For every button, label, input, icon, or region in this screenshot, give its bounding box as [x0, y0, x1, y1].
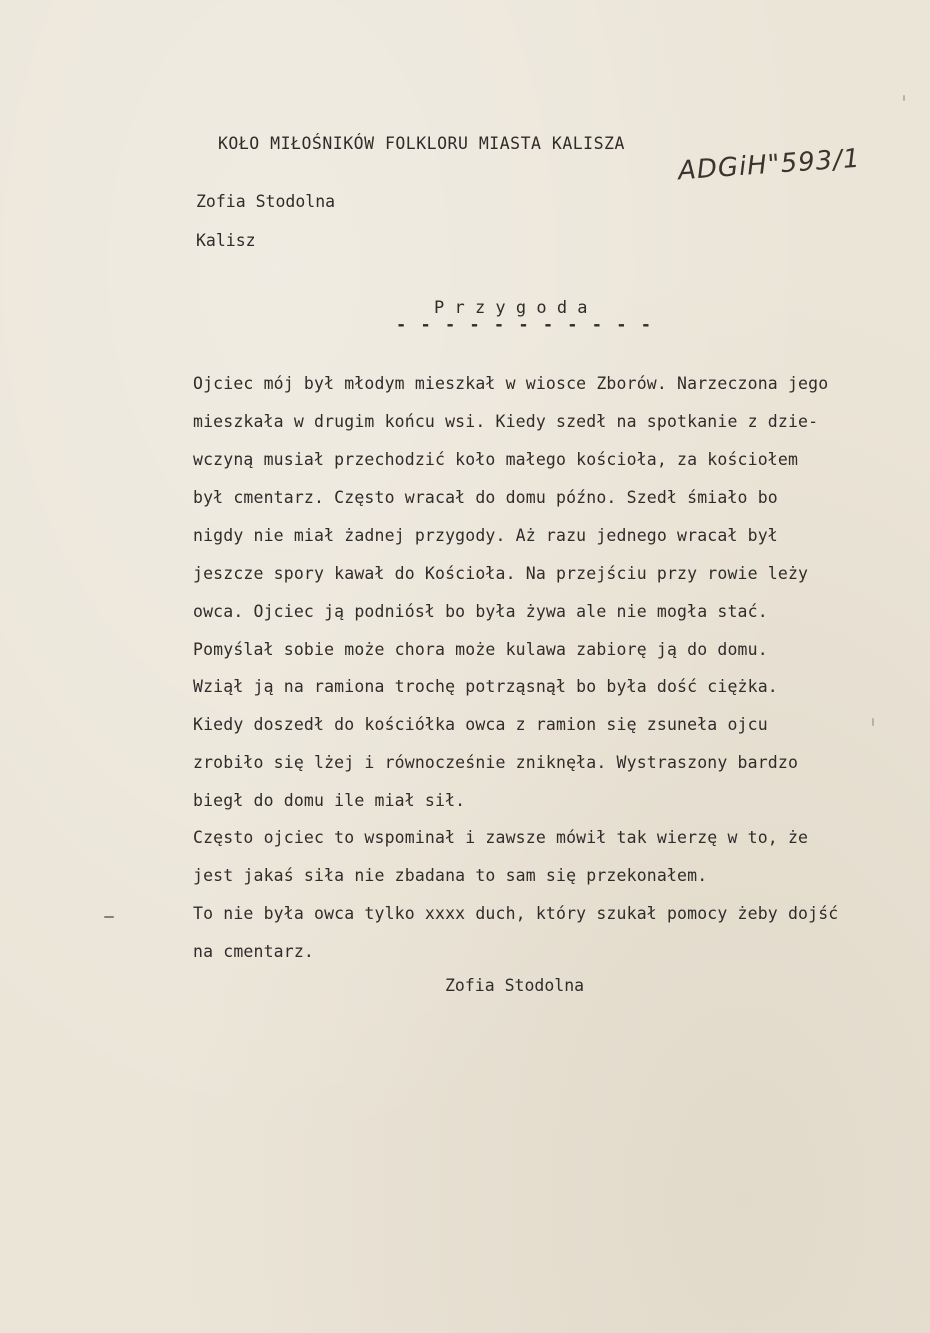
handwritten-archive-annotation — [677, 143, 862, 220]
body-line: na cmentarz. — [193, 942, 315, 961]
body-line: był cmentarz. Często wracał do domu późno. Szedł śmiało bo — [193, 488, 778, 507]
body-line: Ojciec mój był młodym mieszkał w wiosce Zborów. Narzeczona jego — [193, 374, 829, 393]
story-title: P r z y g o d a — [434, 298, 588, 318]
paper-mark — [104, 916, 114, 918]
body-line: To nie była owca tylko xxxx duch, który szukał pomocy żeby dojść — [193, 904, 839, 923]
body-line: jest jakaś siła nie zbadana to sam się przekonałem. — [193, 866, 708, 885]
author-name: Zofia Stodolna — [196, 192, 336, 211]
author-city: Kalisz — [196, 231, 256, 250]
body-line: biegł do domu ile miał sił. — [193, 791, 466, 810]
body-line: Wziął ją na ramiona trochę potrząsnął bo była dość ciężka. — [193, 677, 778, 696]
body-line: wczyną musiał przechodzić koło małego kościoła, za kościołem — [193, 450, 799, 469]
body-line: mieszkała w drugim końcu wsi. Kiedy szedł na spotkanie z dzie- — [193, 412, 819, 431]
body-line: zrobiło się lżej i równocześnie zniknęła. Wystraszony bardzo — [193, 753, 799, 772]
body-line: owca. Ojciec ją podniósł bo była żywa ale nie mogła stać. — [193, 602, 768, 621]
signature: Zofia Stodolna — [445, 976, 585, 995]
body-line: Kiedy doszedł do kościółka owca z ramion się zsuneła ojcu — [193, 715, 768, 734]
body-line: jeszcze spory kawał do Kościoła. Na przejściu przy rowie leży — [193, 564, 809, 583]
title-underline: - - - - - - - - - - - — [396, 315, 653, 335]
body-line: Często ojciec to wspominał i zawsze mówił tak wierzę w to, że — [193, 828, 809, 847]
annotation-text: ADGiH"593/1 — [677, 143, 862, 187]
organization-header: KOŁO MIŁOŚNIKÓW FOLKLORU MIASTA KALISZA — [218, 134, 625, 153]
paper-mark — [903, 95, 905, 101]
paper-mark — [872, 718, 874, 726]
body-line: Pomyślał sobie może chora może kulawa zabiorę ją do domu. — [193, 640, 768, 659]
body-line: nigdy nie miał żadnej przygody. Aż razu jednego wracał był — [193, 526, 778, 545]
